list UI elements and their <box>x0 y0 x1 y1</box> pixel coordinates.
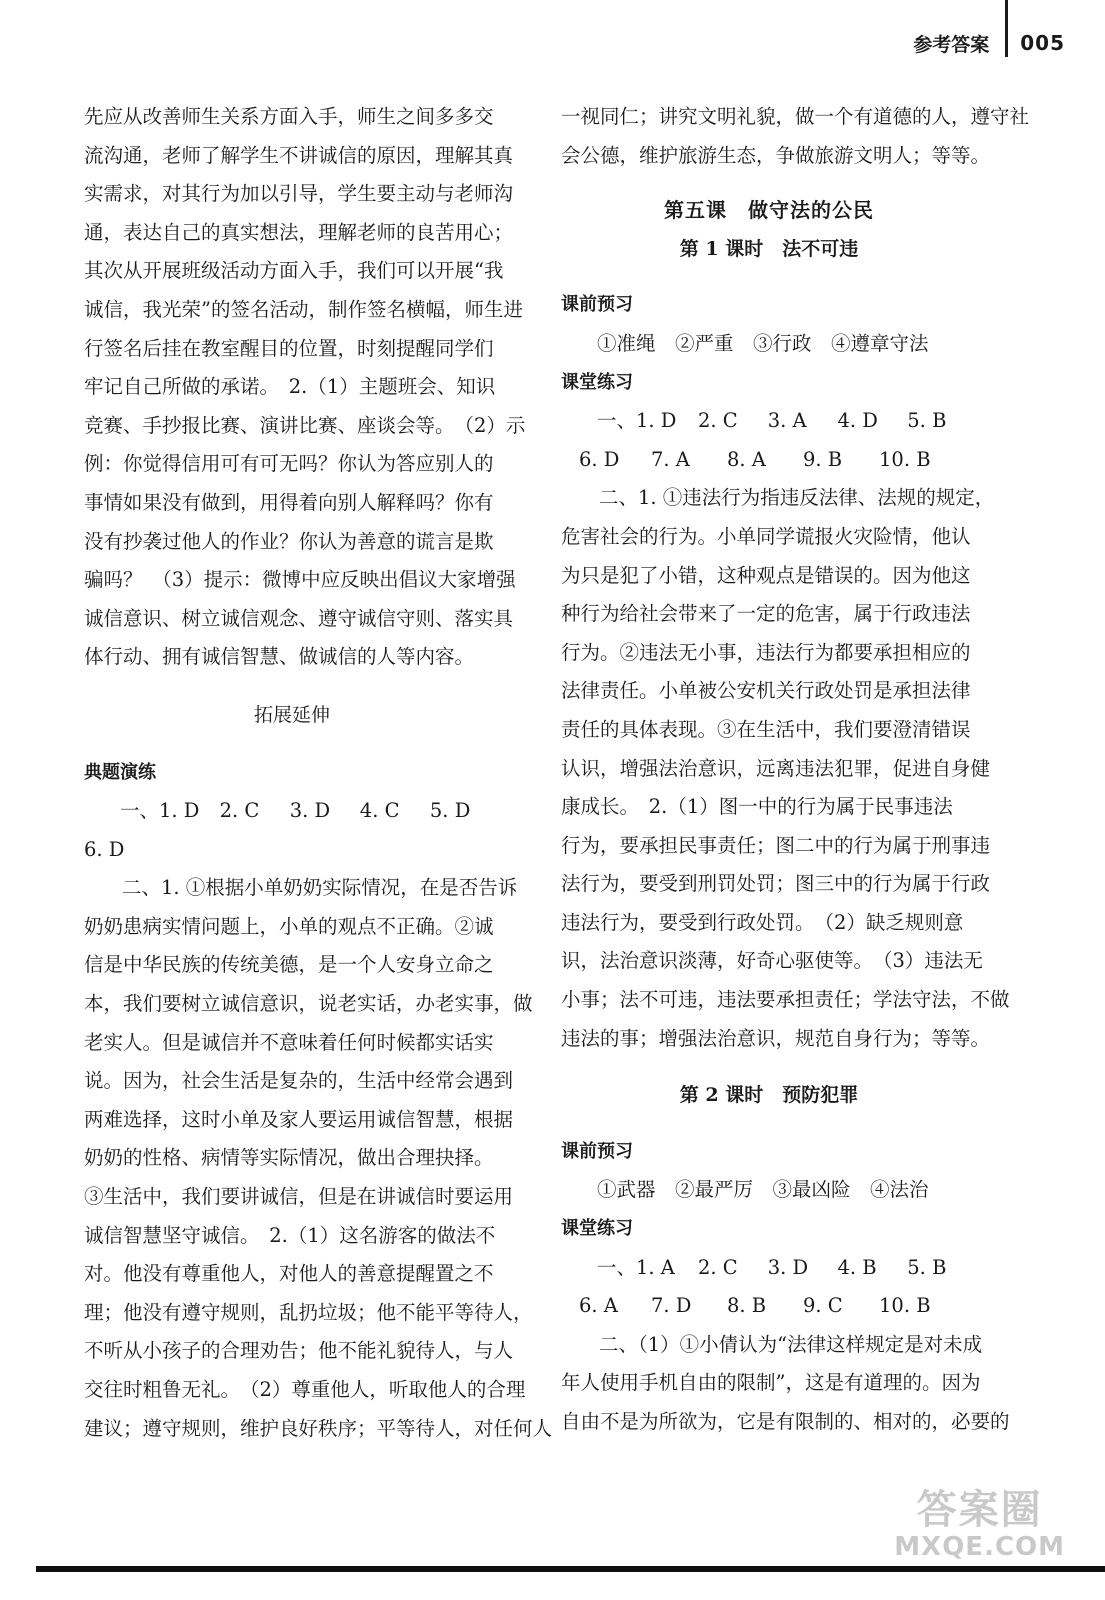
text-line: 诚信意识、树立诚信观念、遵守诚信守则、落实具 <box>84 606 514 630</box>
answer-item: 6. D <box>579 447 620 471</box>
page-header <box>913 28 1065 58</box>
text-line: 骗吗？ （3）提示：微博中应反映出倡议大家增强 <box>84 568 516 592</box>
text-line: 竞赛、手抄报比赛、演讲比赛、座谈会等。 （2）示 <box>84 413 526 437</box>
text-line: 一视同仁；讲究文明礼貌，做一个有道德的人，遵守社 <box>561 105 1030 128</box>
text-line: 说。因为，社会生活是复杂的，生活中经常会遇到 <box>84 1069 514 1093</box>
text-line: 奶奶的性格、病情等实际情况，做出合理抉择。 <box>84 1146 494 1170</box>
bottom-rule <box>36 1566 1105 1572</box>
page-number: 005 <box>1020 31 1065 55</box>
answer-item: 4. D <box>837 409 878 433</box>
answer-item: 10. B <box>879 1294 931 1318</box>
answer-item: 一、1. A <box>597 1255 675 1279</box>
right-paragraph-1 <box>561 479 1010 1058</box>
header-title: 参考答案 <box>913 33 990 56</box>
answer-item: 7. A <box>651 447 690 471</box>
text-line: 认识，增强法治意识，远离违法犯罪，促进自身健 <box>561 756 991 780</box>
text-line: 二、（1）①小倩认为“法律这样规定是对未成 <box>599 1332 983 1356</box>
text-line: 年人使用手机自由的限制”，这是有道理的。因为 <box>561 1371 981 1395</box>
session-1-title: 第 1 课时 法不可违 <box>679 237 859 260</box>
mc2-answers-row-1 <box>561 1249 977 1288</box>
answer-item: 6. A <box>579 1294 618 1318</box>
answer-item: 8. A <box>727 447 766 471</box>
answer-item: 4. C <box>359 799 400 823</box>
answer-item: 3. A <box>767 409 807 433</box>
text-line: 信是中华民族的传统美德，是一个人安身立命之 <box>84 953 494 977</box>
text-line: 其次从开展班级活动方面入手，我们可以开展“我 <box>84 259 504 283</box>
text-line: 违法的事；增强法治意识，规范自身行为；等等。 <box>561 1026 991 1050</box>
text-line: 通，表达自己的真实想法，理解老师的良苦用心； <box>84 220 514 244</box>
text-line: 行签名后挂在教室醒目的位置，时刻提醒同学们 <box>84 336 494 360</box>
text-line: 识，法治意识淡薄，好奇心驱使等。 （3）违法无 <box>561 949 983 973</box>
answer-item: 9. B <box>803 447 843 471</box>
answer-item: 9. C <box>803 1294 843 1318</box>
text-line: 实需求，对其行为加以引导，学生要主动与老师沟 <box>84 182 514 206</box>
text-line: 老实人。但是诚信并不意味着任何时候都实话实 <box>84 1030 494 1054</box>
answer-item: 5. B <box>907 1255 947 1279</box>
text-line: 法律责任。小单被公安机关行政处罚是承担法律 <box>561 679 971 703</box>
watermark-logo-text: 答案圈 <box>916 1487 1043 1533</box>
watermark-site-text: MXQE.COM <box>894 1532 1065 1562</box>
right-paragraph-0 <box>561 98 1030 175</box>
text-line: 流沟通，老师了解学生不讲诚信的原因，理解其真 <box>84 143 514 167</box>
mc-answers-row-2 <box>84 831 500 870</box>
right-paragraph-2 <box>561 1326 1010 1442</box>
answer-item: 8. B <box>727 1294 767 1318</box>
text-line: 例：你觉得信用可有可无吗？你认为答应别人的 <box>84 452 494 476</box>
text-line: 法行为，要受到刑罚处罚；图三中的行为属于行政 <box>561 872 991 896</box>
answer-item: 3. D <box>289 799 331 823</box>
text-line: 责任的具体表现。③在生活中，我们要澄清错误 <box>561 717 971 741</box>
text-line: 没有抄袭过他人的作业？你认为善意的谎言是欺 <box>84 529 494 553</box>
right-column <box>561 98 1030 1442</box>
mc1-answers-row-1 <box>561 402 977 441</box>
preview-label-2: 课前预习 <box>561 1140 633 1162</box>
text-line: 本，我们要树立诚信意识，说老实话，办老实事，做 <box>84 992 533 1016</box>
text-line: 康成长。 2.（1）图一中的行为属于民事违法 <box>561 795 953 819</box>
text-line: 会公德，维护旅游生态，争做旅游文明人；等等。 <box>561 143 991 167</box>
text-line: 体行动、拥有诚信智慧、做诚信的人等内容。 <box>84 645 475 669</box>
answer-item: 2. C <box>697 409 738 433</box>
text-line: 事情如果没有做到，用得着向别人解释吗？你有 <box>84 490 494 514</box>
text-line: 牢记自己所做的承诺。 2.（1）主题班会、知识 <box>84 375 496 399</box>
practice-label-1: 课堂练习 <box>561 371 633 393</box>
text-line: 行为。②违法无小事，违法行为都要承担相应的 <box>561 640 971 664</box>
session-2-title: 第 2 课时 预防犯罪 <box>679 1084 859 1107</box>
text-line: 小事；法不可违，违法要承担责任；学法守法，不做 <box>561 988 1010 1012</box>
text-line: 自由不是为所欲为，它是有限制的、相对的，必要的 <box>561 1410 1010 1433</box>
answer-item: 4. B <box>837 1255 877 1279</box>
text-line: 诚信智慧坚守诚信。 2.（1）这名游客的做法不 <box>84 1223 496 1247</box>
text-line: 建议；遵守规则，维护良好秩序；平等待人，对任何人 <box>84 1416 553 1440</box>
left-paragraph-1 <box>84 98 526 677</box>
text-line: 危害社会的行为。小单同学谎报火灾险情，他认 <box>561 524 971 548</box>
watermark <box>894 1487 1065 1562</box>
text-line: 奶奶患病实情问题上，小单的观点不正确。②诚 <box>84 914 494 938</box>
answer-item: 一、1. D <box>597 409 677 433</box>
text-line: 不听从小孩子的合理劝告；他不能礼貌待人，与人 <box>84 1339 514 1363</box>
answer-item: 6. D <box>84 837 125 861</box>
lesson-title: 第五课 做守法的公民 <box>664 198 874 223</box>
text-line: ③生活中，我们要讲诚信，但是在讲诚信时要运用 <box>84 1185 514 1209</box>
extension-heading: 拓展延伸 <box>253 703 330 726</box>
drill-label: 典题演练 <box>84 761 156 783</box>
text-line: 种行为给社会带来了一定的危害，属于行政违法 <box>561 602 971 626</box>
text-line: 理；他没有遵守规则，乱扔垃圾；他不能平等待人， <box>84 1300 533 1324</box>
answer-item: 2. C <box>697 1255 738 1279</box>
answer-item: 3. D <box>767 1255 809 1279</box>
mc2-answers-row-2 <box>561 1287 977 1326</box>
text-line: 交往时粗鲁无礼。 （2）尊重他人，听取他人的合理 <box>84 1378 526 1401</box>
text-line: 二、1. ①违法行为指违反法律、法规的规定， <box>599 486 995 510</box>
left-column <box>84 98 553 1448</box>
left-paragraph-2 <box>84 869 553 1448</box>
answer-item: 7. D <box>651 1294 692 1318</box>
text-line: 诚信，我光荣”的签名活动，制作签名横幅，师生进 <box>84 297 523 321</box>
header-divider <box>1005 0 1008 57</box>
text-line: 两难选择，这时小单及家人要运用诚信智慧，根据 <box>84 1107 514 1131</box>
answer-item: 10. B <box>879 447 931 471</box>
answer-item: 5. B <box>907 409 947 433</box>
text-line: 违法行为，要受到行政处罚。 （2）缺乏规则意 <box>561 910 964 934</box>
practice-label-2: 课堂练习 <box>561 1218 633 1240</box>
text-line: 对。他没有尊重他人，对他人的善意提醒置之不 <box>84 1262 494 1286</box>
mc1-answers-row-2 <box>561 441 977 480</box>
text-line: 二、1. ①根据小单奶奶实际情况，在是否告诉 <box>122 876 518 900</box>
text-line: 行为，要承担民事责任；图二中的行为属于刑事违 <box>561 833 991 857</box>
answer-item: 2. C <box>219 799 260 823</box>
text-line: 先应从改善师生关系方面入手，师生之间多多交 <box>84 105 494 128</box>
preview-answers-2: ①武器 ②最严厉 ③最凶险 ④法治 <box>597 1178 929 1202</box>
mc-answers-row-1 <box>84 792 500 831</box>
answer-item: 5. D <box>429 799 471 823</box>
text-line: 为只是犯了小错，这种观点是错误的。因为他这 <box>561 563 971 587</box>
preview-label-1: 课前预习 <box>561 294 633 316</box>
answer-item: 一、1. D <box>120 799 200 823</box>
preview-answers-1: ①准绳 ②严重 ③行政 ④遵章守法 <box>597 331 929 355</box>
